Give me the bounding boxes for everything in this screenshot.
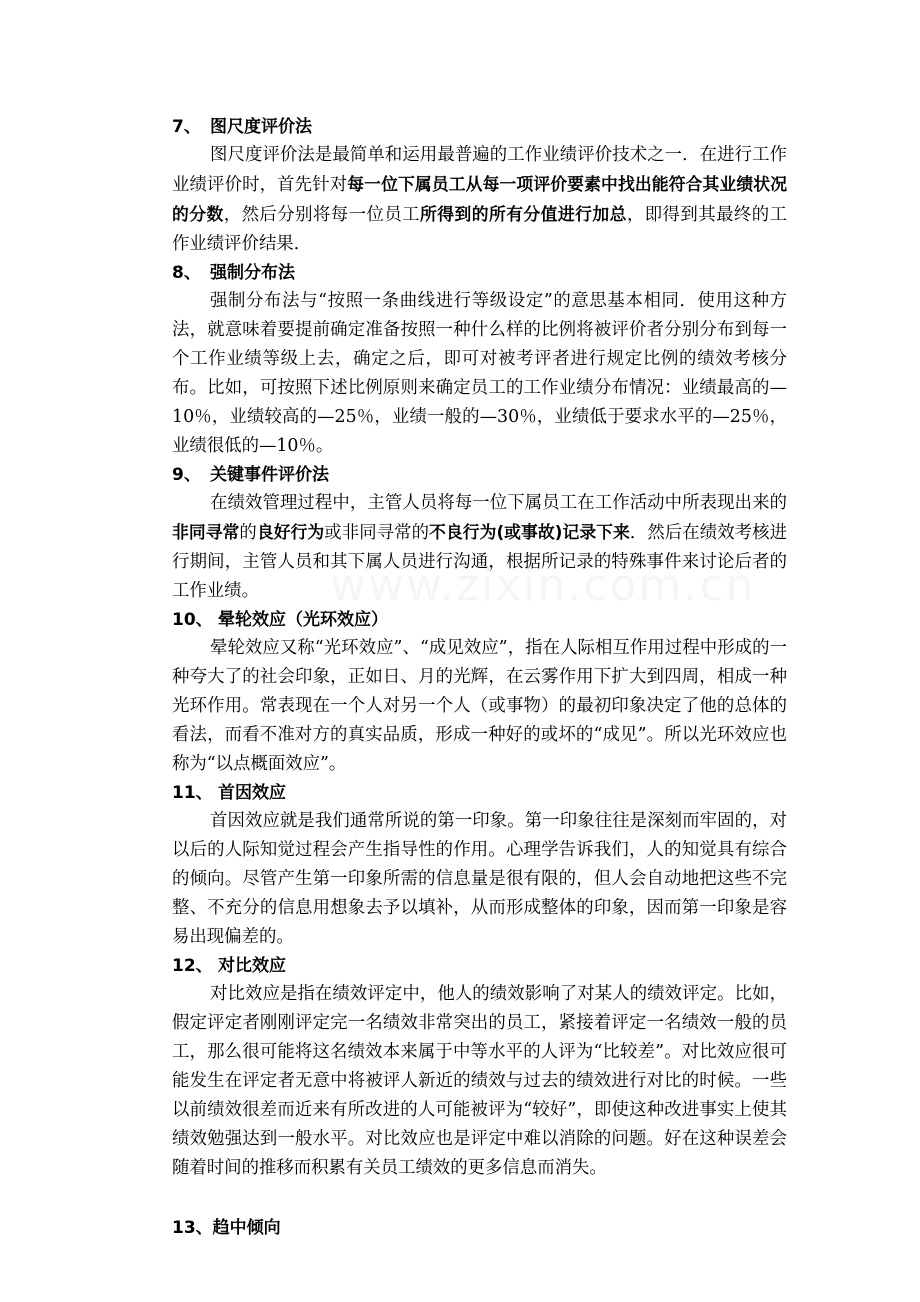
bold-run: 每一位下属员工从每一项评价要素中找出能符合其业绩状况的分数 (172, 174, 787, 224)
text-run: 对比效应是指在绩效评定中，他人的绩效影响了对某人的绩效评定。比如，假定评定者刚刚评定完一名绩效非常突出的员工，紧接着评定一名绩效一般的员工，那么很可能将这名绩效本来属于中等水平的人评为“比较差”。对比效应很可能发生在评定者无意中将被评人新近的绩效与过去的绩效进行对比的时候。一些以前绩效很差而近来有所改进的人可能被评为“较好”，即使这种改进事实上使其绩效勉强达到一般水平。对比效应也是评定中难以消除的问题。好在这种误差会随着时间的推移而积累有关员工绩效的更多信息而消失。 (172, 984, 787, 1178)
section-title: 首因效应 (218, 783, 286, 803)
section-number: 12、 (172, 956, 213, 976)
section-heading-11 (172, 779, 787, 807)
text-run: 强制分布法与“按照一条曲线进行等级设定”的意思基本相同．使用这种方法，就意味着要提前确定准备按照一种什么样的比例将被评价者分别分布到每一个工作业绩等级上去，确定之后，即可对被考评者进行规定比例的绩效考核分布。比如，可按照下述比例原则来确定员工的工作业绩分布情况：业绩最高的—10％，业绩较高的—25％，业绩一般的—30％，业绩低于要求水平的—25％，业绩很低的—10％。 (172, 291, 787, 456)
section-paragraph-7 (172, 141, 787, 259)
blank-line (172, 1183, 787, 1214)
section-heading-13 (172, 1214, 787, 1242)
section-number: 8、 (172, 263, 201, 283)
section-paragraph-9 (172, 489, 787, 606)
section-number: 7、 (172, 117, 201, 137)
bold-run: 良好行为 (256, 522, 325, 542)
document-body (172, 113, 787, 1242)
text-run: 首因效应就是我们通常所说的第一印象。第一印象往往是深刻而牢固的，对以后的人际知觉过程会产生指导性的作用。心理学告诉我们，人的知觉具有综合的倾向。尽管产生第一印象所需的信息量是很有限的，但人会自动地把这些不完整、不充分的信息用想象去予以填补，从而形成整体的印象，因而第一印象是容易出现偏差的。 (172, 811, 787, 947)
section-number: 10、 (172, 610, 213, 630)
section-heading-8 (172, 259, 787, 287)
section-title: 强制分布法 (210, 263, 295, 283)
section-paragraph-11 (172, 807, 787, 952)
section-number: 11、 (172, 783, 213, 803)
section-paragraph-10 (172, 634, 787, 779)
text-run: 图尺度评价法是最简单和运用最普遍的工作业绩评价技术之一．在进行工作业绩评价时，首先针对 (172, 145, 787, 195)
section-number: 13、 (172, 1218, 213, 1238)
section-heading-9 (172, 461, 787, 489)
bold-run: 不良行为(或事故)记录下来 (429, 522, 630, 542)
section-title: 对比效应 (218, 956, 286, 976)
text-run: 晕轮效应又称“光环效应”、“成见效应”，指在人际相互作用过程中形成的一种夸大了的社会印象，正如日、月的光辉，在云雾作用下扩大到四周，相成一种光环作用。常表现在一个人对另一个人（或事物）的最初印象决定了他的总体的看法，而看不准对方的真实品质，形成一种好的或坏的“成见”。所以光环效应也称为“以点概面效应”。 (172, 638, 787, 774)
section-title: 关键事件评价法 (210, 465, 329, 485)
text-run: 在绩效管理过程中，主管人员将每一位下属员工在工作活动中所表现出来的 (210, 493, 787, 513)
section-title: 晕轮效应（光环效应） (218, 610, 388, 630)
section-title: 图尺度评价法 (210, 117, 312, 137)
section-paragraph-8 (172, 287, 787, 461)
section-heading-7 (172, 113, 787, 141)
section-number: 9、 (172, 465, 201, 485)
section-paragraph-12 (172, 980, 787, 1183)
bold-run: 非同寻常 (172, 522, 240, 542)
bold-run: 所得到的所有分值进行加总 (420, 204, 627, 224)
text-run: ，然后分别将每一位员工 (223, 205, 421, 225)
section-title: 趋中倾向 (212, 1218, 281, 1238)
section-heading-12 (172, 952, 787, 980)
text-run: ．然后在绩效考核进行期间，主管人员和其下属人员进行沟通，根据所记录的特殊事件来讨论后者的工作业绩。 (172, 523, 787, 601)
text-run: 的 (239, 523, 257, 543)
text-run: ，即得到其最终的工作业绩评价结果． (172, 205, 787, 254)
text-run: 或非同寻常的 (324, 523, 430, 543)
section-heading-10 (172, 606, 787, 634)
